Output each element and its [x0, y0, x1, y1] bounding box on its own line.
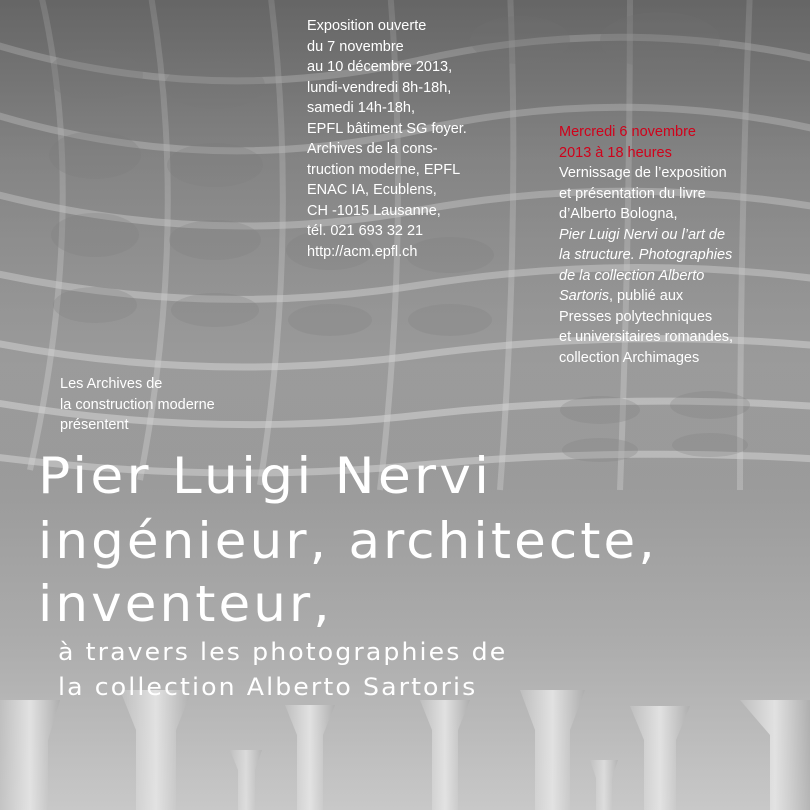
info-line: lundi-vendredi 8h-18h,: [307, 79, 452, 96]
presenter: [60, 374, 215, 436]
info-line: EPFL bâtiment SG foyer.: [307, 120, 467, 137]
main-title-name: Pier Luigi Nervi: [38, 447, 493, 505]
presenter-line: la construction moderne: [60, 396, 215, 413]
vernissage-line: Presses polytechniques: [559, 308, 713, 325]
presenter-line: présentent: [60, 417, 129, 433]
main-title-roles: ingénieur, architecte,: [38, 512, 658, 570]
vernissage-date: Mercredi 6 novembre: [559, 124, 696, 140]
subtitle-line-2: la collection Alberto Sartoris: [58, 673, 478, 701]
book-title-line: la structure. Photographies: [559, 247, 733, 263]
vernissage-info: [559, 122, 733, 368]
book-title-end: Sartoris: [559, 288, 609, 304]
subtitle-line-1: à travers les photographies de: [58, 638, 508, 666]
vernissage-line: et universitaires romandes,: [559, 329, 734, 345]
publisher-intro: , publié aux: [608, 288, 684, 304]
vernissage-time: 2013 à 18 heures: [559, 144, 672, 161]
vernissage-line: d’Alberto Bologna,: [559, 206, 678, 222]
info-line: du 7 novembre: [307, 38, 404, 55]
vernissage-line: [559, 286, 733, 307]
info-line: CH -1015 Lausanne,: [307, 202, 441, 219]
info-line: samedi 14h-18h,: [307, 100, 416, 116]
exhibition-info: [307, 16, 467, 262]
website-link[interactable]: http://acm.epfl.ch: [307, 243, 418, 260]
info-line: truction moderne, EPFL: [307, 161, 461, 178]
vernissage-line: Vernissage de l’exposition: [559, 165, 727, 181]
book-title-line: Pier Luigi Nervi ou l’art de: [559, 226, 726, 243]
main-title-inventor: inventeur,: [38, 575, 333, 633]
info-line: Archives de la cons-: [307, 141, 438, 157]
book-title-line: de la collection Alberto: [559, 267, 705, 284]
info-line: tél. 021 693 32 21: [307, 223, 424, 239]
presenter-line: Les Archives de: [60, 376, 163, 392]
info-line: au 10 décembre 2013,: [307, 59, 453, 75]
info-line: ENAC IA, Ecublens,: [307, 182, 437, 198]
info-line: Exposition ouverte: [307, 18, 427, 34]
collection-name: collection Archimages: [559, 349, 700, 366]
vernissage-line: et présentation du livre: [559, 185, 706, 202]
